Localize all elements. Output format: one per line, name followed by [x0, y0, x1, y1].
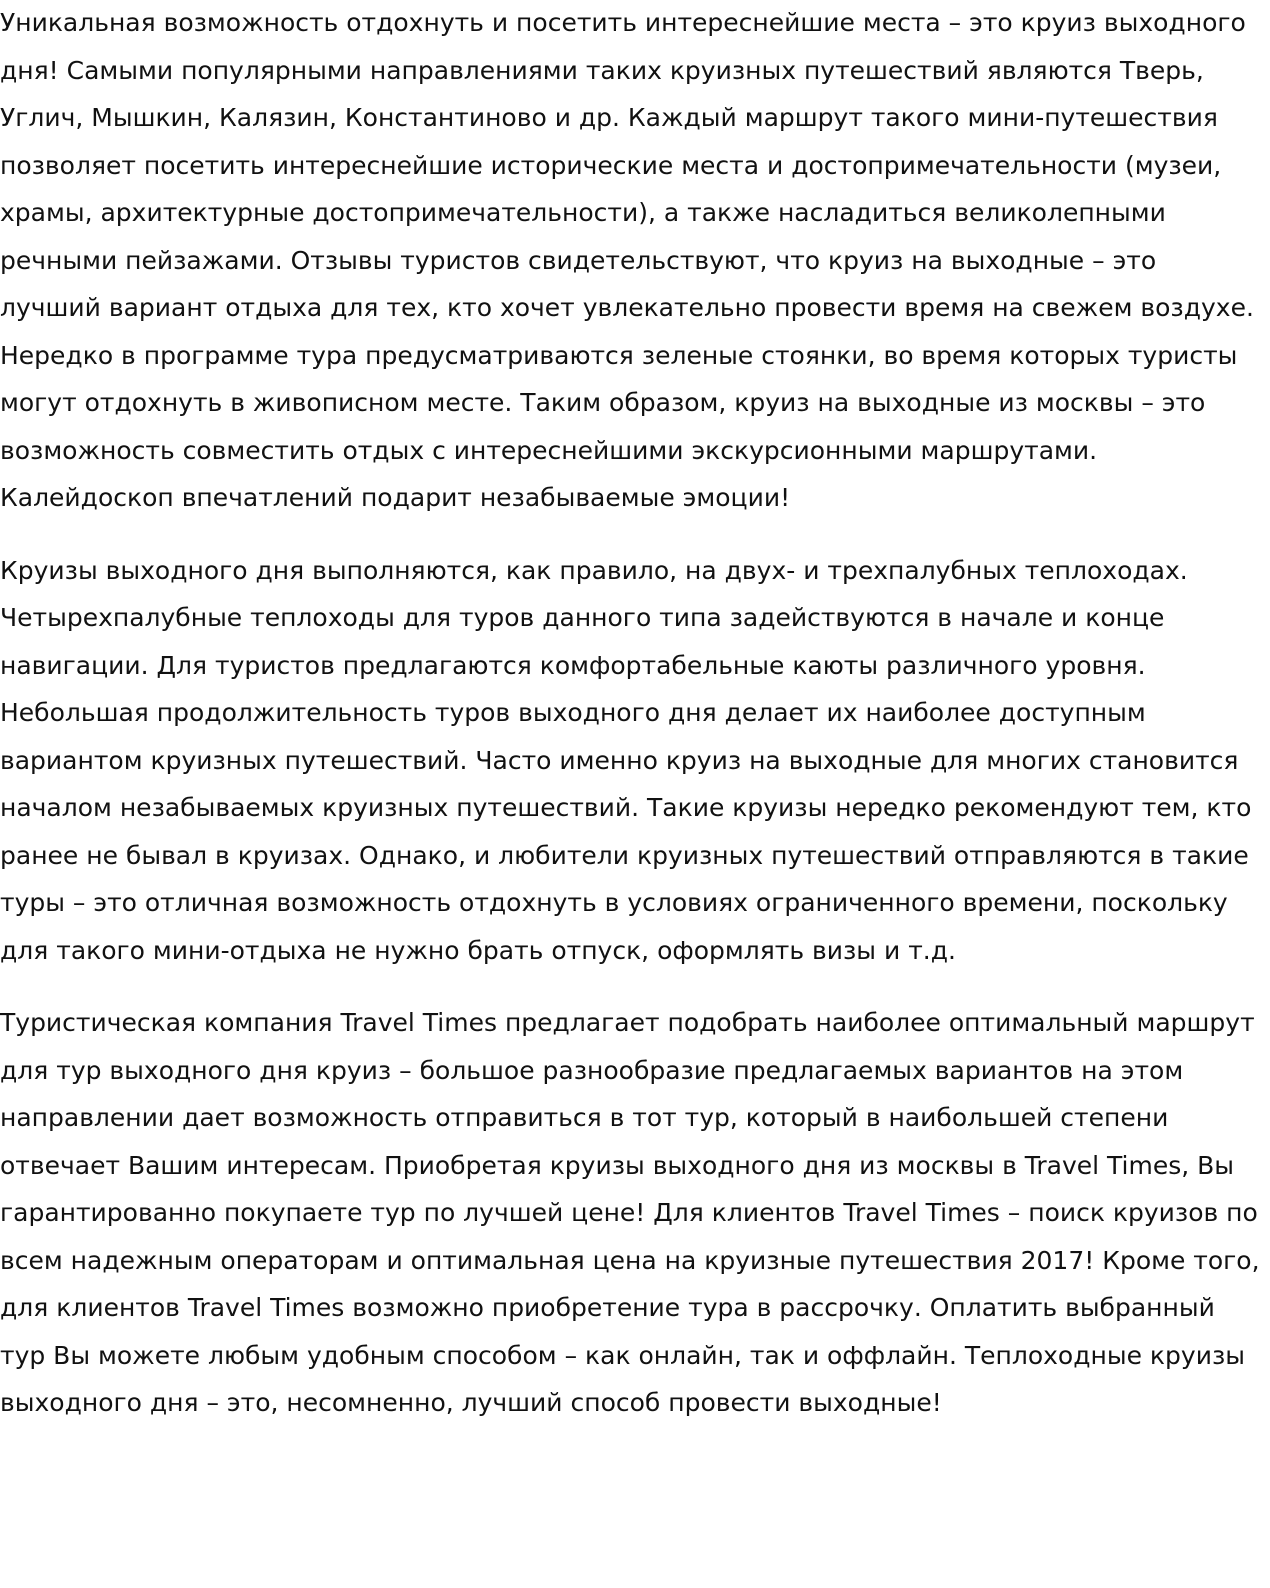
- paragraph-weekend-cruise-intro: Уникальная возможность отдохнуть и посетить интереснейшие места – это круиз выходного дня! Самыми популярными направлениями таких круизных путешествий являются Тверь, Углич, Мышкин, Калязин, Константиново и др. Каждый маршрут такого мини-путешествия позволяет посетить интереснейшие исторические места и достопримечательности (музеи, храмы, архитектурные достопримечательности), а также насладиться великолепными речными пейзажами. Отзывы туристов свидетельствуют, что круиз на выходные – это лучший вариант отдыха для тех, кто хочет увлекательно провести время на свежем воздухе. Нередко в программе тура предусматриваются зеленые стоянки, во время которых туристы могут отдохнуть в живописном месте. Таким образом, круиз на выходные из москвы – это возможность совместить отдых с интереснейшими экскурсионными маршрутами. Калейдоскоп впечатлений подарит незабываемые эмоции!: [0, 8, 1254, 512]
- paragraph-ships-and-cabins: Круизы выходного дня выполняются, как правило, на двух- и трехпалубных теплоходах. Четырехпалубные теплоходы для туров данного типа задействуются в начале и конце навигации. Для туристов предлагаются комфортабельные каюты различного уровня. Небольшая продолжительность туров выходного дня делает их наиболее доступным вариантом круизных путешествий. Часто именно круиз на выходные для многих становится началом незабываемых круизных путешествий. Такие круизы нередко рекомендуют тем, кто ранее не бывал в круизах. Однако, и любители круизных путешествий отправляются в такие туры – это отличная возможность отдохнуть в условиях ограниченного времени, поскольку для такого мини-отдыха не нужно брать отпуск, оформлять визы и т.д.: [0, 555, 1252, 965]
- paragraph-travel-times-offer: Туристическая компания Travel Times предлагает подобрать наиболее оптимальный маршрут для тур выходного дня круиз – большое разнообразие предлагаемых вариантов на этом направлении дает возможность отправиться в тот тур, который в наибольшей степени отвечает Вашим интересам. Приобретая круизы выходного дня из москвы в Travel Times, Вы гарантированно покупаете тур по лучшей цене! Для клиентов Travel Times – поиск круизов по всем надежным операторам и оптимальная цена на круизные путешествия 2017! Кроме того, для клиентов Travel Times возможно приобретение тура в рассрочку. Оплатить выбранный тур Вы можете любым удобным способом – как онлайн, так и оффлайн. Теплоходные круизы выходного дня – это, несомненно, лучший способ провести выходные!: [0, 1008, 1260, 1417]
